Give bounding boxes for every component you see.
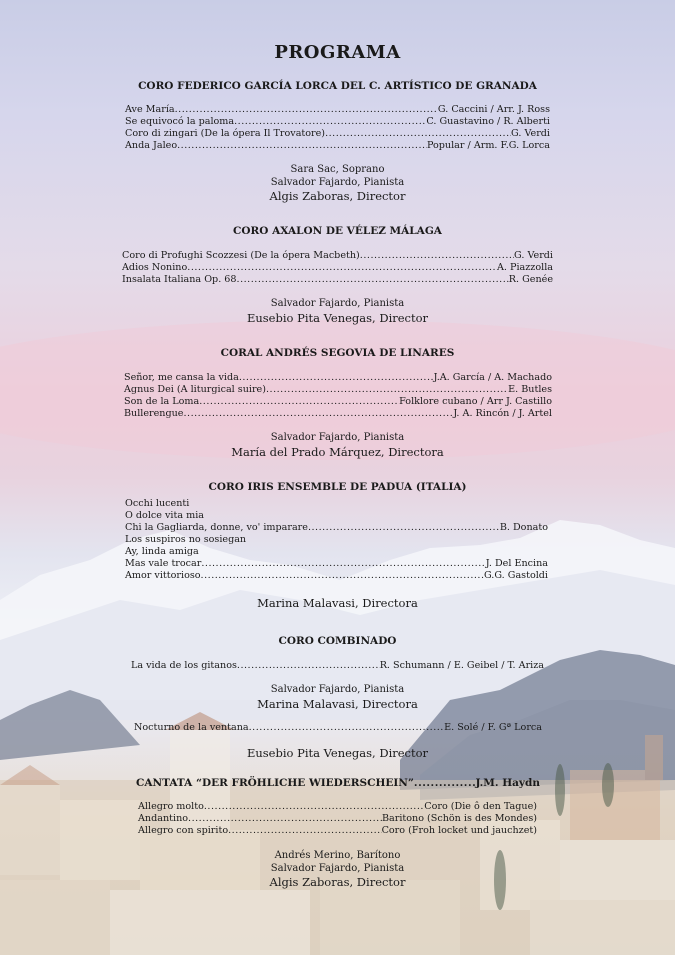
performer-credits (0, 684, 675, 711)
credit-line: Salvador Fajardo, Pianista (270, 176, 405, 188)
choir-name: CORO AXALON DE VÉLEZ MÁLAGA (233, 225, 442, 237)
dot-leader (234, 116, 426, 128)
work-item (124, 384, 552, 396)
dot-leader (201, 570, 484, 582)
dot-leader (239, 372, 434, 384)
work-title: Ave María (125, 104, 175, 115)
credit-line: Algis Zaboras, Director (269, 875, 406, 889)
work-title: Señor, me cansa la vida (124, 372, 239, 383)
credit-line: María del Prado Márquez, Directora (231, 444, 444, 459)
work-title: Nocturno de la ventana (134, 722, 249, 733)
work-item (138, 825, 537, 837)
work-title: O dolce vita mia (125, 510, 204, 521)
work-composer: E. Solé / F. Gª Lorca (444, 722, 542, 733)
work-title: Allegro molto (138, 801, 204, 812)
credit-line: Salvador Fajardo, Pianista (270, 432, 405, 443)
program-section (0, 347, 675, 361)
credit-line: Algis Zaboras, Director (269, 189, 406, 203)
work-item (125, 558, 548, 570)
credit-line: Salvador Fajardo, Pianista (270, 862, 405, 874)
work-title: Allegro con spirito (138, 825, 229, 836)
work-item (125, 140, 550, 152)
work-item (125, 546, 548, 558)
work-title: Son de la Loma (124, 396, 200, 407)
work-item (125, 510, 548, 522)
performer-credits (0, 432, 675, 459)
work-composer: Baritono (Schön is des Mondes) (381, 813, 537, 824)
work-item (125, 534, 548, 546)
credit-line: Marina Malavasi, Directora (257, 696, 418, 711)
work-item (125, 104, 550, 116)
work-title: Agnus Dei (A liturgical suire) (124, 384, 266, 395)
dot-leader (360, 250, 514, 262)
work-composer: G. Verdi (514, 250, 553, 261)
work-title: Insalata Italiana Op. 68 (122, 274, 237, 285)
work-composer: R. Schumann / E. Geibel / T. Ariza (379, 660, 544, 671)
work-composer: Coro (Die ô den Tague) (424, 801, 537, 812)
credit-line: Eusebio Pita Venegas, Director (246, 310, 429, 325)
program-section (0, 635, 675, 649)
program-section (0, 481, 675, 495)
dot-leader (188, 813, 382, 825)
dot-leader (414, 776, 476, 790)
work-item (125, 498, 548, 510)
choir-name: CANTATA “DER FRÖHLICHE WIEDERSCHEIN” (136, 777, 414, 789)
performer-credits (0, 596, 675, 610)
dot-leader (325, 128, 511, 140)
work-list (122, 250, 553, 286)
work-item (125, 128, 550, 140)
work-item (124, 372, 552, 384)
work-composer: Coro (Froh locket und jauchzet) (381, 825, 537, 836)
dot-leader (177, 140, 427, 152)
work-list (124, 372, 552, 420)
work-composer: Folklore cubano / Arr J. Castillo (399, 396, 552, 407)
work-composer: G. Verdi (511, 128, 550, 139)
choir-name: CORAL ANDRÉS SEGOVIA DE LINARES (220, 347, 455, 359)
work-title: Coro di zingari (De la ópera Il Trovatore) (125, 128, 326, 139)
work-item (125, 570, 548, 582)
choir-name: CORO IRIS ENSEMBLE DE PADUA (ITALIA) (208, 481, 467, 493)
work-title: Los suspiros no sosiegan (125, 534, 247, 545)
work-title: Mas vale trocar (125, 558, 202, 569)
work-title: Ay, linda amiga (125, 546, 199, 557)
dot-leader (308, 522, 500, 534)
work-composer: A. Piazzolla (496, 262, 553, 273)
dot-leader (237, 274, 509, 286)
credit-line: Salvador Fajardo, Pianista (270, 298, 405, 309)
dot-leader (237, 660, 380, 672)
choir-name: CORO FEDERICO GARCÍA LORCA DEL C. ARTÍSTICO DE GRANADA (138, 80, 537, 92)
work-item (125, 522, 548, 534)
work-composer: J.A. García / A. Machado (433, 372, 552, 383)
dot-leader (187, 262, 497, 274)
work-list (134, 722, 542, 734)
work-item (134, 722, 542, 734)
work-composer: R. Genée (508, 274, 553, 285)
work-title: Se equivocó la paloma (125, 116, 235, 127)
work-item (124, 408, 552, 420)
performer-credits (0, 164, 675, 203)
page-title: PROGRAMA (274, 42, 401, 63)
work-title: Amor vittorioso (125, 570, 201, 581)
dot-leader (201, 558, 485, 570)
dot-leader (249, 722, 444, 734)
work-list (125, 104, 550, 152)
work-list (138, 801, 537, 837)
performer-credits (0, 850, 675, 889)
work-composer: Popular / Arm. F.G. Lorca (426, 140, 550, 151)
choir-name: CORO COMBINADO (278, 635, 397, 647)
work-composer: G.G. Gastoldi (483, 570, 548, 581)
work-composer: J.M. Haydn (475, 777, 540, 789)
work-item (125, 116, 550, 128)
work-item (131, 660, 544, 672)
dot-leader (175, 104, 438, 116)
credit-line: Marina Malavasi, Directora (257, 596, 418, 610)
performer-credits (0, 298, 675, 325)
dot-leader (199, 396, 399, 408)
work-composer: J. A. Rincón / J. Artel (453, 408, 552, 419)
work-composer: G. Caccini / Arr. J. Ross (437, 104, 550, 115)
work-item (138, 801, 537, 813)
work-item (136, 776, 540, 790)
cantata-heading (136, 776, 540, 790)
work-title: Anda Jaleo (125, 140, 178, 151)
credit-line: Sara Sac, Soprano (290, 164, 385, 175)
work-list (131, 660, 544, 672)
work-item (124, 396, 552, 408)
work-title: Bullerengue (124, 408, 184, 419)
work-list (125, 498, 548, 582)
work-composer: B. Donato (499, 522, 548, 533)
work-composer: J. Del Encina (485, 558, 548, 569)
work-composer: E. Butles (508, 384, 552, 395)
credit-line: Andrés Merino, Barítono (274, 850, 401, 861)
work-title: Andantino (138, 813, 189, 824)
work-title: Coro di Profughi Scozzesi (De la ópera Macbeth) (122, 250, 360, 261)
dot-leader (204, 801, 424, 813)
work-title: Chi la Gagliarda, donne, vo' imparare (125, 522, 308, 533)
dot-leader (266, 384, 508, 396)
program-section (0, 225, 675, 239)
work-item (122, 250, 553, 262)
credit-line: Salvador Fajardo, Pianista (270, 684, 405, 695)
work-composer: C. Guastavino / R. Alberti (426, 116, 550, 127)
performer-credits (0, 746, 675, 760)
credit-line: Eusebio Pita Venegas, Director (246, 746, 429, 760)
work-title: La vida de los gitanos (131, 660, 237, 671)
dot-leader (183, 408, 453, 420)
work-title: Adios Nonino (122, 262, 188, 273)
work-item (122, 262, 553, 274)
work-item (138, 813, 537, 825)
dot-leader (228, 825, 381, 837)
program-section (0, 80, 675, 94)
work-title: Occhi lucenti (125, 498, 190, 509)
work-item (122, 274, 553, 286)
